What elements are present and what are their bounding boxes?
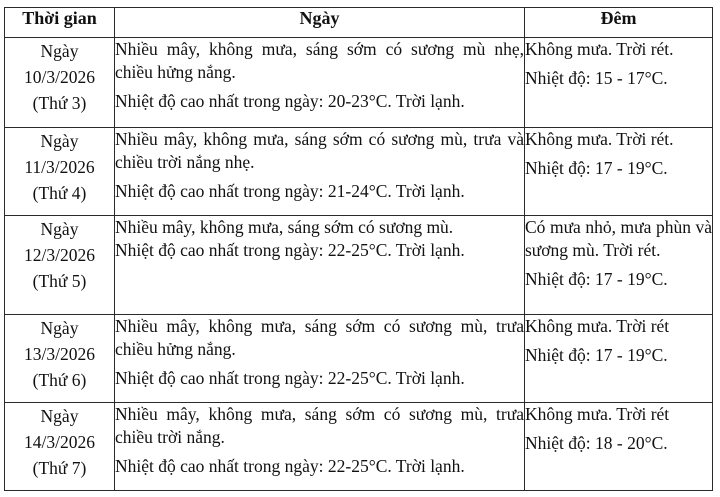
header-row (5, 8, 713, 38)
time-cell (5, 403, 115, 491)
day-temperature: Nhiệt độ cao nhất trong ngày: 22-25°C. Trời lạnh. (115, 456, 465, 476)
day-cell (115, 128, 525, 216)
night-temperature: Nhiệt độ: 17 - 19°C. (525, 158, 668, 178)
header-day: Ngày (115, 8, 525, 38)
day-temperature: Nhiệt độ cao nhất trong ngày: 20-23°C. Trời lạnh. (115, 91, 465, 111)
day-temperature: Nhiệt độ cao nhất trong ngày: 22-25°C. Trời lạnh. (115, 240, 465, 260)
time-cell (5, 216, 115, 315)
night-temperature: Nhiệt độ: 17 - 19°C. (525, 345, 668, 365)
date: 12/3/2026 (24, 245, 95, 265)
table-row (5, 216, 713, 315)
night-description: Không mưa. Trời rét (525, 316, 670, 336)
time-label: Ngày (40, 406, 79, 426)
table-row (5, 403, 713, 491)
night-cell (525, 38, 713, 128)
time-label: Ngày (40, 219, 79, 239)
weekday: (Thứ 7) (32, 458, 87, 478)
weekday: (Thứ 5) (32, 271, 87, 291)
night-description: Không mưa. Trời rét. (525, 39, 674, 59)
weekday: (Thứ 4) (32, 183, 87, 203)
night-cell (525, 403, 713, 491)
day-temperature: Nhiệt độ cao nhất trong ngày: 22-25°C. Trời lạnh. (115, 368, 465, 388)
weekday: (Thứ 3) (32, 93, 87, 113)
header-night: Đêm (525, 8, 713, 38)
day-description: Nhiều mây, không mưa, sáng sớm có sương mù, trưa và chiều trời nắng nhẹ. (115, 129, 524, 172)
day-description: Nhiều mây, không mưa, sáng sớm có sương mù. (115, 217, 454, 237)
table-row (5, 315, 713, 403)
date: 10/3/2026 (24, 67, 95, 87)
day-description: Nhiều mây, không mưa, sáng sớm có sương mù nhẹ, chiều hửng nắng. (115, 39, 524, 82)
weekday: (Thứ 6) (32, 370, 87, 390)
day-description: Nhiều mây, không mưa, sáng sớm có sương mù, trưa chiều trời nắng. (115, 404, 524, 447)
time-cell (5, 128, 115, 216)
time-cell (5, 38, 115, 128)
date: 14/3/2026 (24, 432, 95, 452)
night-temperature: Nhiệt độ: 17 - 19°C. (525, 269, 668, 289)
night-description: Không mưa. Trời rét. (525, 129, 674, 149)
weather-forecast-table (4, 7, 713, 491)
night-cell (525, 128, 713, 216)
time-label: Ngày (40, 131, 79, 151)
night-temperature: Nhiệt độ: 18 - 20°C. (525, 433, 668, 453)
table-row (5, 38, 713, 128)
header-time: Thời gian (5, 8, 115, 38)
night-description: Có mưa nhỏ, mưa phùn và sương mù. Trời rét. (525, 217, 712, 260)
night-cell (525, 216, 713, 315)
day-temperature: Nhiệt độ cao nhất trong ngày: 21-24°C. Trời lạnh. (115, 181, 465, 201)
day-cell (115, 216, 525, 315)
day-description: Nhiều mây, không mưa, sáng sớm có sương mù, trưa chiều hửng nắng. (115, 316, 524, 359)
time-label: Ngày (40, 318, 79, 338)
day-cell (115, 403, 525, 491)
time-label: Ngày (40, 41, 79, 61)
night-cell (525, 315, 713, 403)
day-cell (115, 315, 525, 403)
date: 11/3/2026 (24, 157, 95, 177)
day-cell (115, 38, 525, 128)
table-row (5, 128, 713, 216)
night-description: Không mưa. Trời rét (525, 404, 670, 424)
time-cell (5, 315, 115, 403)
date: 13/3/2026 (24, 344, 95, 364)
night-temperature: Nhiệt độ: 15 - 17°C. (525, 68, 668, 88)
